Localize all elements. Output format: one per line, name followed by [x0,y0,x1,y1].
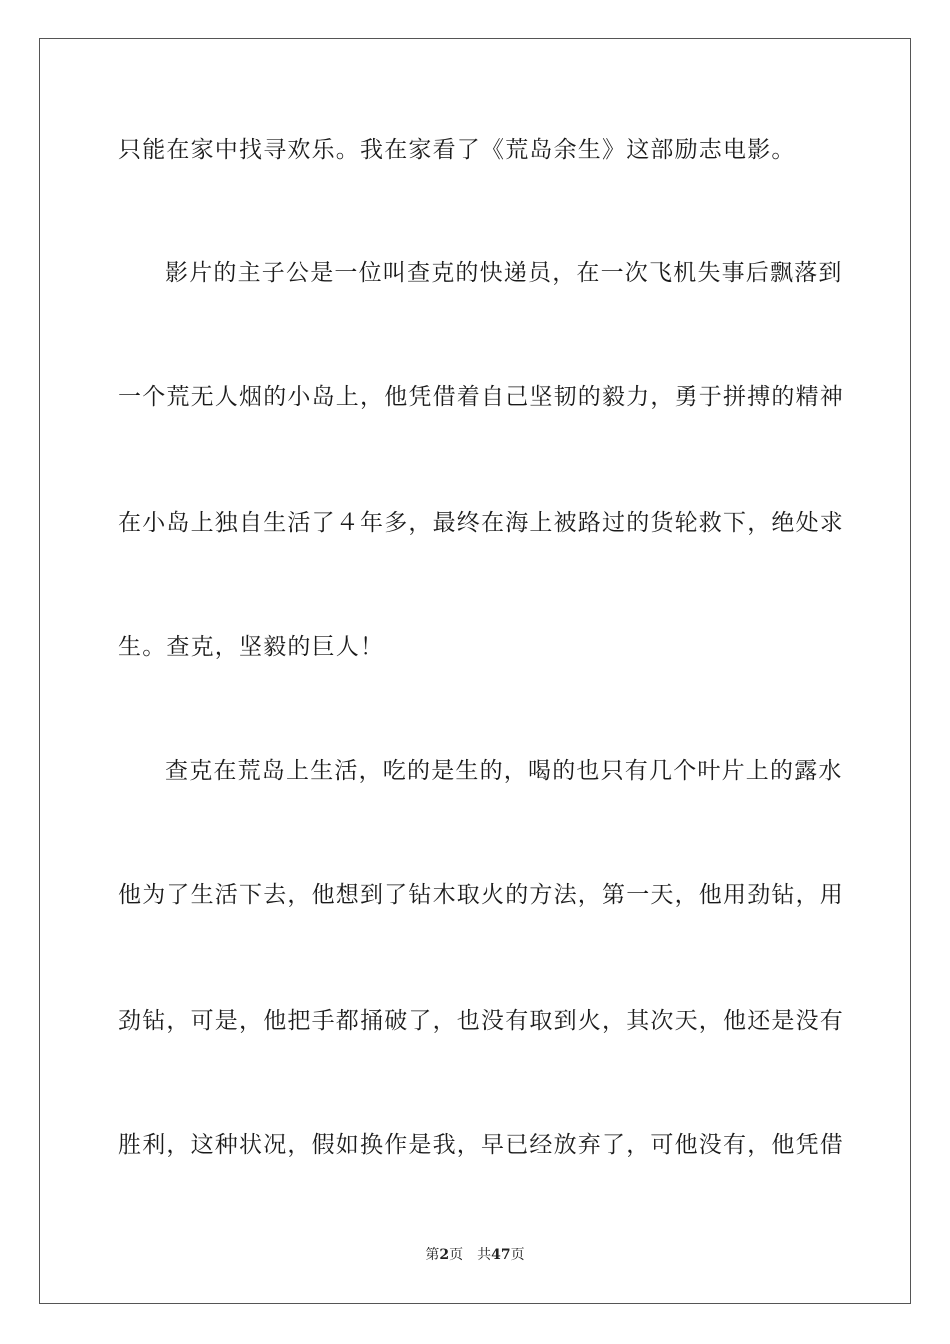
text-line: 他为了生活下去，他想到了钻木取火的方法，第一天，他用劲钻，用 [118,882,844,908]
text-line: 劲钻，可是，他把手都捅破了，也没有取到火，其次天，他还是没有 [118,1008,844,1034]
page-footer [0,1245,950,1265]
page-suffix: 页 [449,1247,464,1263]
page-prefix: 第 [425,1247,440,1263]
total-prefix: 共 [477,1247,492,1263]
page-number: 2 [439,1247,450,1263]
paragraph-first-line: 查克在荒岛上生活，吃的是生的，喝的也只有几个叶片上的露水 [165,758,843,784]
text-line: 胜利，这种状况，假如换作是我，早已经放弃了，可他没有，他凭借 [118,1132,844,1158]
text-line: 在小岛上独自生活了４年多，最终在海上被路过的货轮救下，绝处求 [118,510,844,536]
text-line: 一个荒无人烟的小岛上，他凭借着自己坚韧的毅力，勇于拼搏的精神 [118,384,844,410]
page-border [39,38,911,1304]
text-line: 生。查克，坚毅的巨人！ [118,634,385,660]
total-pages: 47 [491,1247,511,1263]
total-suffix: 页 [510,1247,525,1263]
text-line: 只能在家中找寻欢乐。我在家看了《荒岛余生》这部励志电影。 [118,137,796,163]
paragraph-first-line: 影片的主子公是一位叫查克的快递员，在一次飞机失事后飘落到 [165,260,843,286]
